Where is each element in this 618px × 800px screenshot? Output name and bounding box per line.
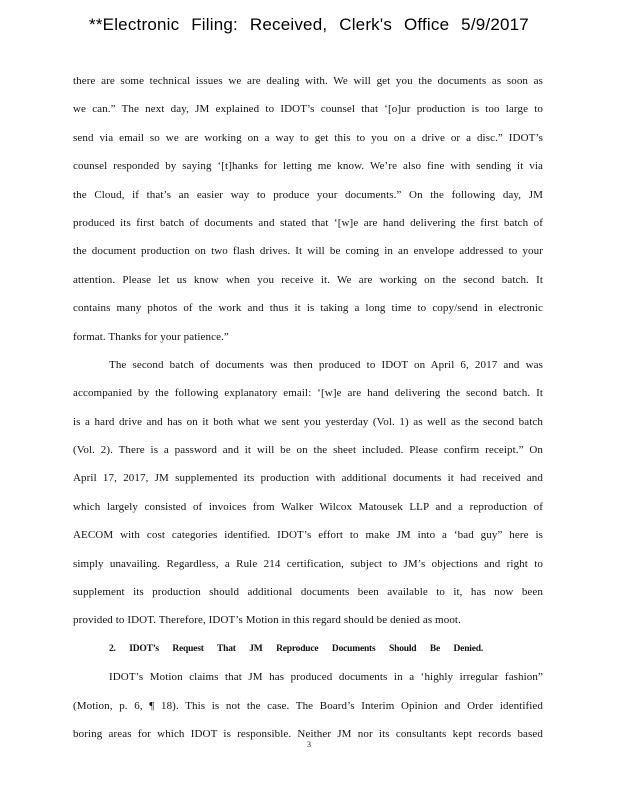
- text-line: there are some technical issues we are dealing with. We will get you the documents as soon as: [73, 75, 543, 87]
- text-line: AECOM with cost categories identified. IDOT’s effort to make JM into a ‘bad guy” here is: [73, 529, 543, 542]
- text-line: boring areas for which IDOT is responsible. Neither JM nor its consultants kept records based: [73, 727, 543, 740]
- electronic-filing-header: **Electronic Filing: Received, Clerk's Office 5/9/2017: [89, 15, 529, 34]
- text-line: produced its first batch of documents and stated that ‘[w]e are hand delivering the first batch of: [73, 216, 543, 229]
- text-line: simply unavailing. Regardless, a Rule 214 certification, subject to JM’s objections and right to: [73, 557, 543, 570]
- text-line: counsel responded by saying ‘[t]hanks for letting me know. We’re also fine with sending it via: [73, 160, 543, 173]
- text-line: supplement its production should additional documents been available to it, has now been: [73, 586, 543, 599]
- text-line: the document production on two flash drives. It will be coming in an envelope addressed to your: [73, 245, 543, 258]
- text-line: (Motion, p. 6, ¶ 18). This is not the case. The Board’s Interim Opinion and Order identified: [73, 699, 543, 712]
- text-line: send via email so we are working on a way to get this to you on a drive or a disc.” IDOT’s: [73, 131, 543, 144]
- text-line: we can.” The next day, JM explained to IDOT’s counsel that ‘[o]ur production is too large to: [73, 103, 543, 116]
- text-line: attention. Please let us know when you receive it. We are working on the second batch. It: [73, 273, 543, 286]
- text-line: April 17, 2017, JM supplemented its production with additional documents it had received and: [73, 472, 543, 485]
- text-line: IDOT’s Motion claims that JM has produced documents in a ‘highly irregular fashion”: [109, 671, 543, 684]
- page-number: 3: [307, 740, 311, 749]
- text-line: accompanied by the following explanatory email: ‘[w]e are hand delivering the second batch. It: [73, 387, 543, 400]
- text-line: which largely consisted of invoices from Walker Wilcox Matousek LLP and a reproduction of: [73, 500, 543, 513]
- text-line: is a hard drive and has on it both what we sent you yesterday (Vol. 1) as well as the second batch: [73, 415, 543, 428]
- section-heading: 2. IDOT’s Request That JM Reproduce Documents Should Be Denied.: [109, 643, 483, 654]
- text-line: contains many photos of the work and thus it is taking a long time to copy/send in electronic: [73, 302, 543, 315]
- text-line: provided to IDOT. Therefore, IDOT’s Motion in this regard should be denied as moot.: [73, 614, 461, 627]
- document-body: [73, 67, 543, 748]
- text-line: format. Thanks for your patience.”: [73, 330, 229, 343]
- text-line: (Vol. 2). There is a password and it will be on the sheet included. Please confirm receipt.” On: [73, 444, 543, 457]
- text-line: the Cloud, if that’s an easier way to produce your documents.” On the following day, JM: [73, 188, 543, 201]
- text-line: The second batch of documents was then produced to IDOT on April 6, 2017 and was: [109, 358, 543, 371]
